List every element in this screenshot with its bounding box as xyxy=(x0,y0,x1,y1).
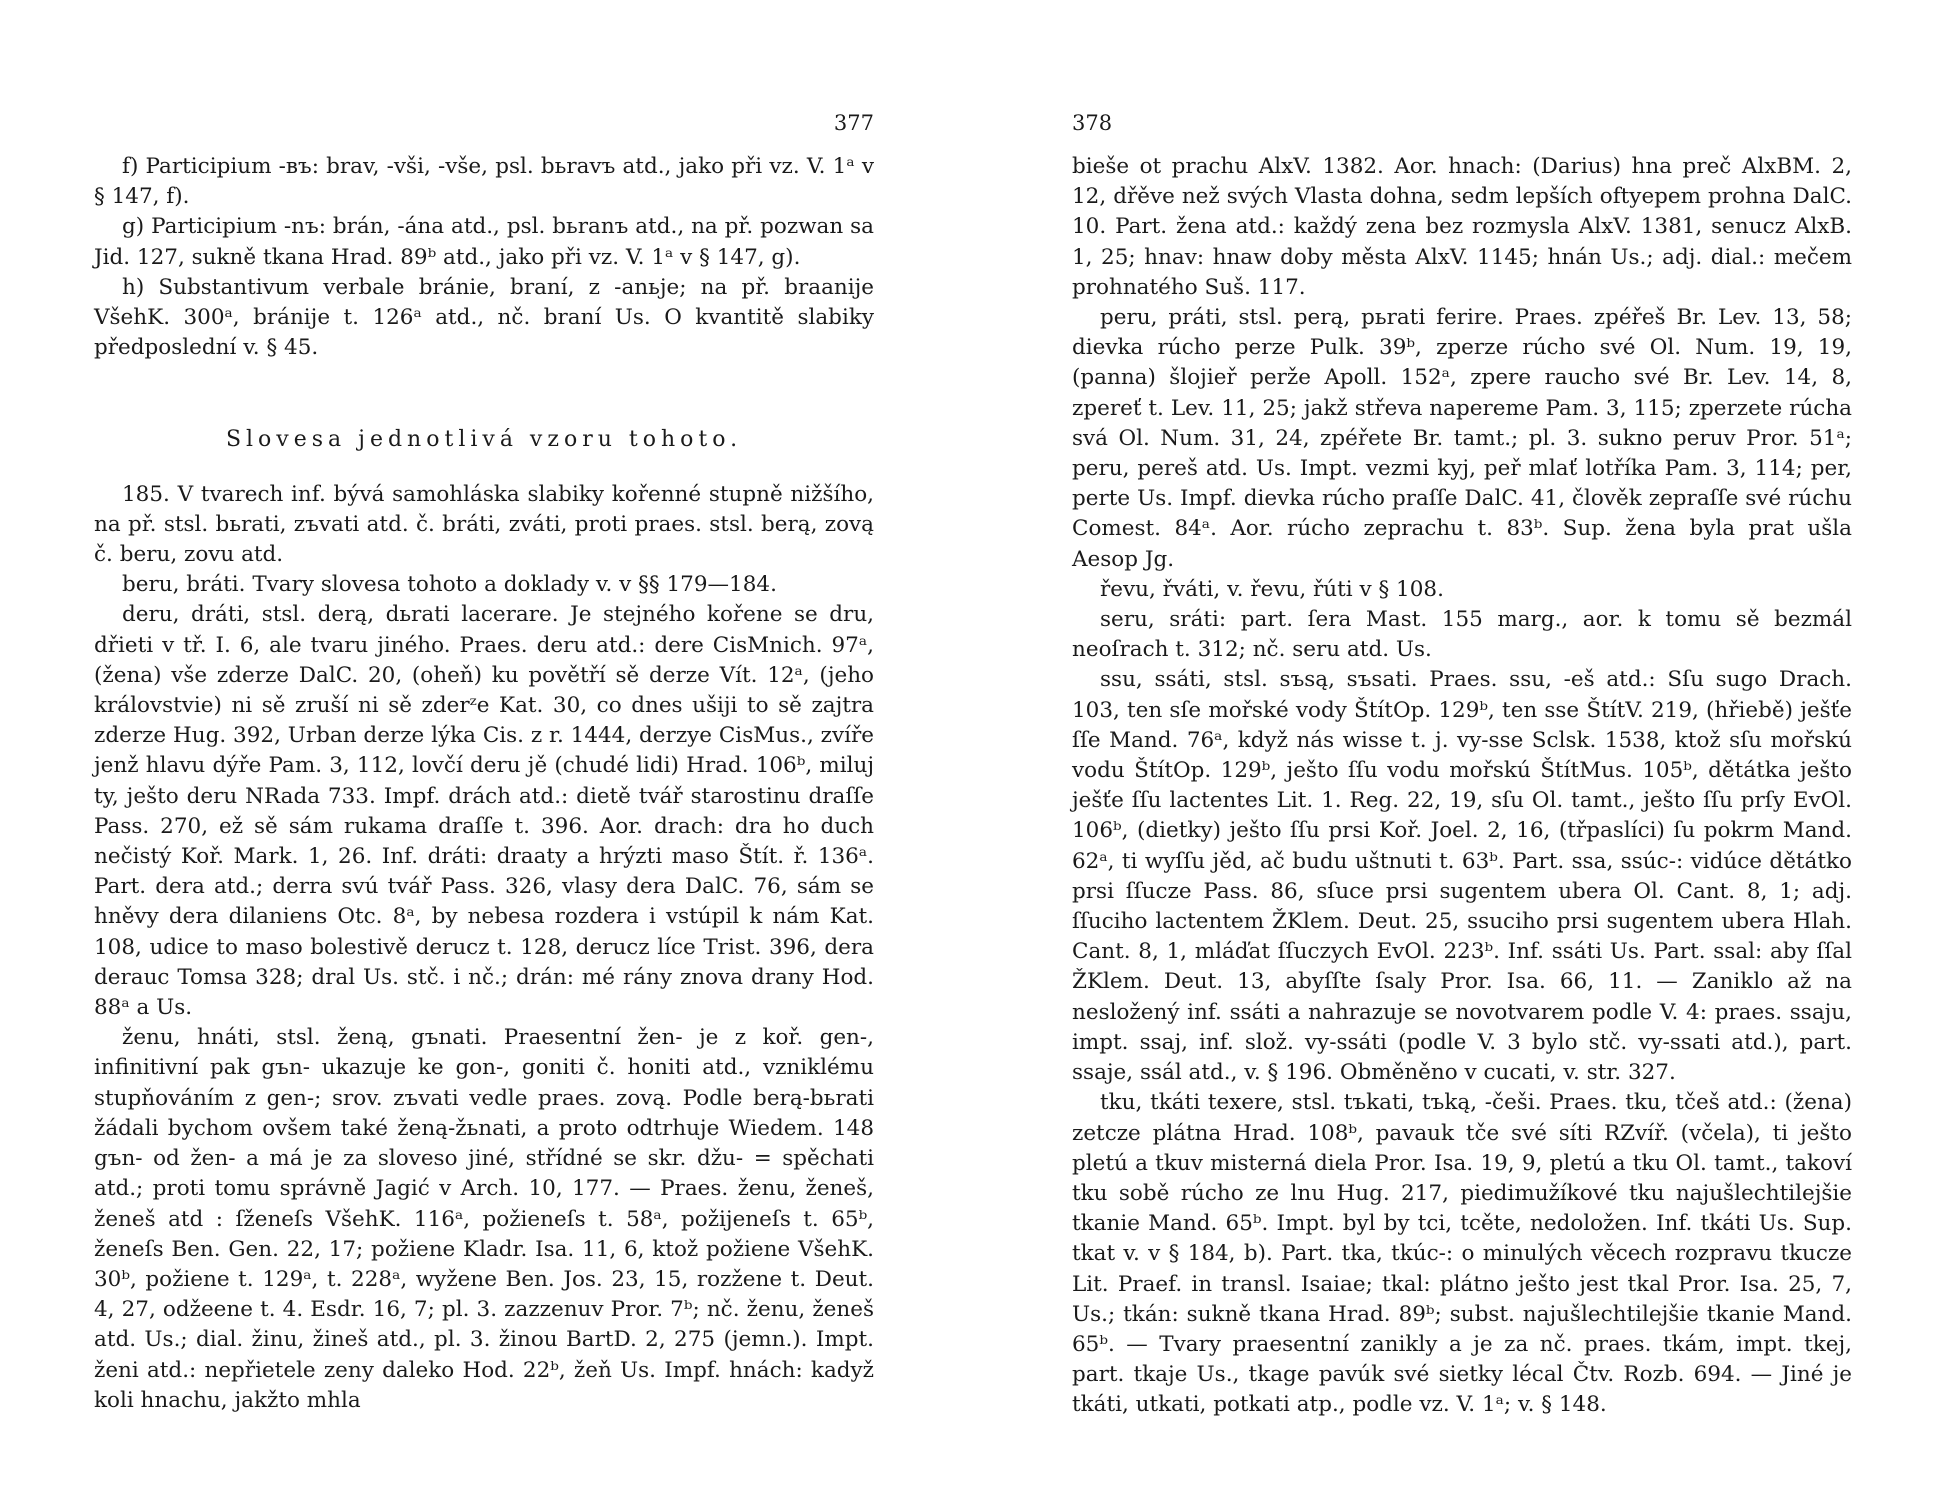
paragraph: h) Substantivum verbale bránie, braní, z -anьje; na př. braanije VšehK. 300ᵃ, bránije t. 126ᵃ atd., nč. braní Us. O kvantitě slabiky předposlední v. § 45. xyxy=(94,274,874,361)
paragraph: ssu, ssáti, stsl. sъsą, sъsati. Praes. ssu, -eš atd.: Sſu sugo Drach. 103, ten sſe mořské vody ŠtítOp. 129ᵇ, ten sse ŠtítV. 219, (hřiebě) ješťe ſſe Mand. 76ᵃ, když nás wisse t. j. vy-sse Sclsk. 1538, ktož sſu mořskú vodu ŠtítOp. 129ᵇ, ješto ſſu vodu mořskú ŠtítMus. 105ᵇ, dětátka ješto ješťe ſſu lactentes Lit. 1. Reg. 22, 19, sſu Ol. tamt., ješto ſſu prſy EvOl. 106ᵇ, (dietky) ješto ſſu prsi Koř. Joel. 2, 16, (třpaslíci) ſu pokrm Mand. 62ᵃ, ti wyſſu jěd, ač budu uštnuti t. 63ᵇ. Part. ssa, ssúc-: vidúce dětátko prsi ſſucze Pass. 86, sſuce prsi sugentem ubera Ol. Cant. 8, 1; adj. ſſuciho lactentem ŽKlem. Deut. 25, ssuciho prsi sugentem ubera Hlah. Cant. 8, 1, mláďat ſſuczych EvOl. 223ᵇ. Inf. ssáti Us. Part. ssal: aby ſſal ŽKlem. Deut. 13, abyſſte ſsaly Pror. Isa. 66, 11. — Zaniklo až na nesložený inf. ssáti a nahrazuje se novotvarem podle V. 4: praes. ssaju, impt. ssaj, inf. slož. vy-ssáti (podle V. 3 bylo stč. vy-ssati atd.), part. ssaje, ssál atd., v. § 196. Obměněno v cucati, v. str. 327. xyxy=(1072,667,1852,1086)
page-number: 377 xyxy=(833,111,874,135)
paragraph: deru, dráti, stsl. derą, dьrati lacerare. Je stejného kořene se dru, dřieti v tř. I. 6, ale tvaru jiného. Praes. deru atd.: dere CisMnich. 97ᵃ, (žena) vše zderze DalC. 20, (oheň) ku povětří sě derze Vít. 12ᵃ, (jeho královstvie) ni sě zruší ni sě zderᶻe Kat. 30, co dnes ušiji to sě zajtra zderze Hug. 392, Urban derze lýka Cis. z r. 1444, derzye CisMus., zvíře jenž hlavu dýře Pam. 3, 112, lovčí deru jě (chudé lidi) Hrad. 106ᵇ, miluj ty, ješto deru NRada 733. Impf. drách atd.: dietě tvář starostinu draſſe Pass. 270, ež sě sám rukama draſſe t. 396. Aor. drach: dra ho duch nečistý Koř. Mark. 1, 26. Inf. dráti: draaty a hrýzti maso Štít. ř. 136ᵃ. Part. dera atd.; derra svú tvář Pass. 326, vlasy dera DalC. 76, sám se hněvy dera dilaniens Otc. 8ᵃ, by nebesa rozdera i vstúpil k nám Kat. 108, udice to maso bolestivě derucz t. 128, derucz líce Trist. 396, dera derauc Tomsa 328; dral Us. stč. i nč.; drán: mé rány znova drany Hod. 88ᵃ a Us. xyxy=(94,602,874,1021)
paragraph: ženu, hnáti, stsl. ženą, gъnati. Praesentní žen- je z koř. gen-, infinitivní pak gъn- ukazuje ke gon-, goniti č. honiti atd., vzniklému stupňováním z gen-; srov. zъvati vedle praes. zovą. Podle berą-bьrati žádali bychom ovšem také ženą-žьnati, a proto odtrhuje Wiedem. 148 gъn- od žen- a má je za sloveso jiné, střídné se skr. džu- = spěchati atd.; proti tomu správně Jagić v Arch. 10, 177. — Praes. ženu, ženeš, ženeš atd : ſženeſs VšehK. 116ᵃ, požieneſs t. 58ᵃ, požijeneſs t. 65ᵇ, ženeſs Ben. Gen. 22, 17; požiene Kladr. Isa. 11, 6, ktož požiene VšehK. 30ᵇ, požiene t. 129ᵃ, t. 228ᵃ, wyžene Ben. Jos. 23, 15, rozžene t. Deut. 4, 27, odžeene t. 4. Esdr. 16, 7; pl. 3. zazzenuv Pror. 7ᵇ; nč. ženu, ženeš atd. Us.; dial. žinu, žineš atd., pl. 3. žinou BartD. 2, 275 (jemn.). Impt. ženi atd.: nepřietele zeny daleko Hod. 22ᵇ, žeň Us. Impf. hnách: kadyž koli hnachu, jakžto mhla xyxy=(94,1025,874,1413)
paragraph: bieše ot prachu AlxV. 1382. Aor. hnach: (Darius) hna preč AlxBM. 2, 12, dřěve než svých Vlasta dohna, sedm lepších oftyepem prohna DalC. 10. Part. žena atd.: každý zena bez rozmysla AlxV. 1381, senucz AlxB. 1, 25; hnav: hnaw doby města AlxV. 1145; hnán Us.; adj. dial.: mečem prohnatého Suš. 117. xyxy=(1072,154,1852,300)
paragraph: seru, sráti: part. ſera Mast. 155 marg., aor. k tomu sě bezmál neoſrach t. 312; nč. seru atd. Us. xyxy=(1072,607,1852,663)
paragraph: tku, tkáti texere, stsl. tъkati, tъką, -češi. Praes. tku, tčeš atd.: (žena) zetcze plátna Hrad. 108ᵇ, pavauk tče své síti RZvíř. (včela), ti ješto pletú a tkuv misterná diela Pror. Isa. 19, 9, pletú a tku Ol. tamt., takoví tku sobě rúcho ze lnu Hug. 217, piedimužíkové tku najušlechtilejšie tkanie Mand. 65ᵇ. Impt. byl by tci, tcěte, nedoložen. Inf. tkáti Us. Sup. tkat v. v § 184, b). Part. tka, tkúc-: o minulých věcech rozpravu tkucze Lit. Praef. in transl. Isaiae; tkal: plátno ještо jest tkal Pror. Isa. 25, 7, Us.; tkán: sukně tkana Hrad. 89ᵇ; subst. najušlechtilejšie tkanie Mand. 65ᵇ. — Tvary praesentní zanikly a je za nč. praes. tkám, impt. tkej, part. tkaje Us., tkage pavúk své sietky lécal Čtv. Rozb. 694. — Jiné je tkáti, utkati, potkati atp., podle vz. V. 1ᵃ; v. § 148. xyxy=(1072,1090,1852,1418)
paragraph: beru, bráti. Tvary slovesa tohoto a doklady v. v §§ 179—184. xyxy=(122,572,777,598)
paragraph: f) Participium -въ: brav, -vši, -vše, psl. bьravъ atd., jako při vz. V. 1ᵃ v § 147, f). xyxy=(94,154,874,210)
paragraph: peru, práti, stsl. perą, pьrati ferire. Praes. zpéřeš Br. Lev. 13, 58; dievka rúcho perze Pulk. 39ᵇ, zperze rúcho své Ol. Num. 19, 19, (panna) šlojieř perže Apoll. 152ᵃ, zpere raucho své Br. Lev. 14, 8, zpereť t. Lev. 11, 25; jakž střeva napereme Pam. 3, 115; zperzete rúcha svá Ol. Num. 31, 24, zpéřete Br. tamt.; pl. 3. sukno peruv Pror. 51ᵃ; peru, pereš atd. Us. Impt. vezmi kyj, peř mlať lotříka Pam. 3, 114; per, perte Us. Impf. dievka rúcho praſſe DalC. 41, člověk zepraſſe své rúchu Comest. 84ᵃ. Aor. rúcho zeprachu t. 83ᵇ. Sup. žena byla prat ušla Aesop Jg. xyxy=(1072,305,1852,572)
page-number: 378 xyxy=(1072,111,1113,135)
paragraph: g) Participium -nъ: brán, -ána atd., psl. bьranъ atd., na př. pozwan sa Jid. 127, sukně tkana Hrad. 89ᵇ atd., jako při vz. V. 1ᵃ v § 147, g). xyxy=(94,214,874,270)
paragraph: 185. V tvarech inf. bývá samohláska slabiky kořenné stupně nižšího, na př. stsl. bьrati, zъvati atd. č. bráti, zváti, proti praes. stsl. berą, zovą č. beru, zovu atd. xyxy=(94,481,874,568)
section-heading: Slovesa jednotlivá vzoru tohoto. xyxy=(225,427,743,453)
paragraph: řevu, řváti, v. řevu, řúti v § 108. xyxy=(1100,576,1444,602)
right-page xyxy=(1072,108,1852,1421)
left-page xyxy=(94,108,874,1416)
